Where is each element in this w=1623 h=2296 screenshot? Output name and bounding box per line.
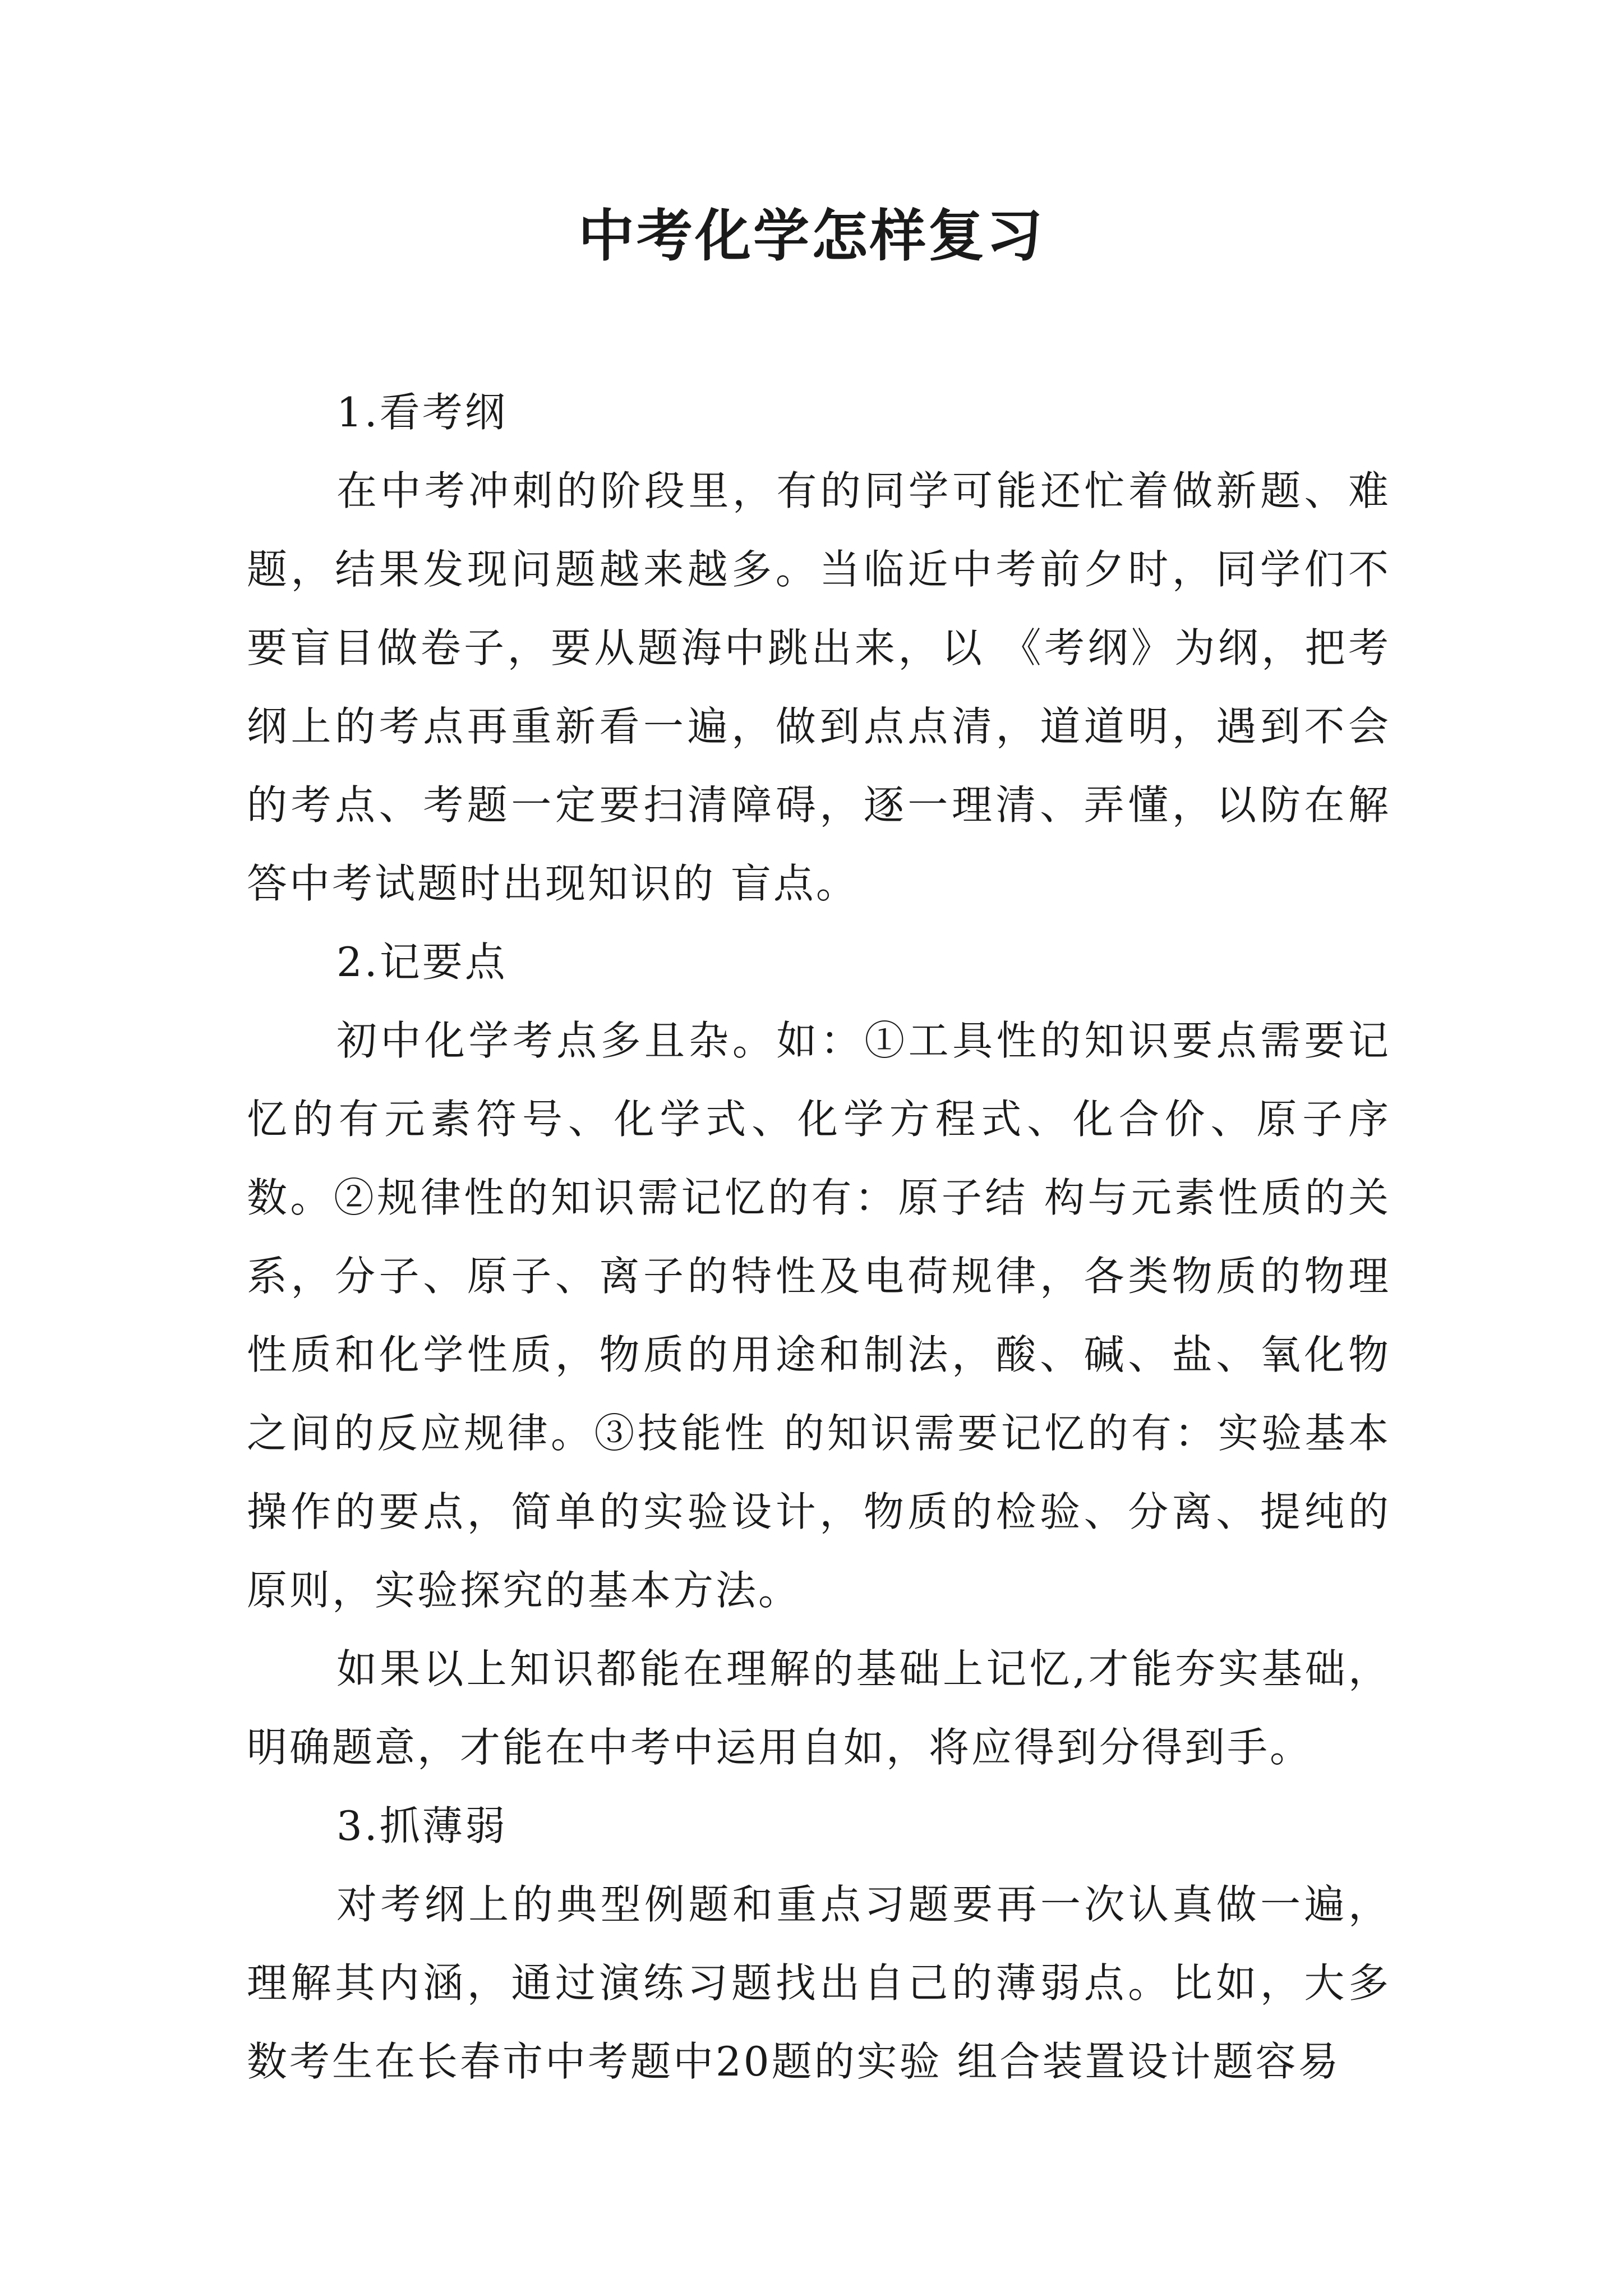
document-title: 中考化学怎样复习 xyxy=(578,203,1045,269)
paragraph: 初中化学考点多且杂。如：①工具性的知识要点需要记忆的有元素符号、化学式、化学方程式、化合价、原子序数。②规律性的知识需记忆的有：原子结 构与元素性质的关系，分子、原子、离子的特性及电荷规律，各类物质的物理性质和化学性质，物质的用途和制法，酸、碱、盐、氧化物之间的反应规律。③技能性 的知识需要记忆的有：实验基本操作的要点，简单的实验设计，物质的检验、分离、提纯的原则，实验探究的基本方法。 xyxy=(247,1017,1391,1614)
paragraph: 对考纲上的典型例题和重点习题要再一次认真做一遍，理解其内涵，通过演练习题找出自己的薄弱点。比如，大多数考生在长春市中考题中20题的实验 组合装置设计题容易 xyxy=(247,1881,1391,2085)
document-body xyxy=(247,373,1391,2101)
section-heading-kan-kaogang: 1.看考纲 xyxy=(336,389,508,436)
section-heading-zhua-boruo: 3.抓薄弱 xyxy=(336,1802,508,1849)
paragraph: 在中考冲刺的阶段里，有的同学可能还忙着做新题、难题，结果发现问题越来越多。当临近中考前夕时，同学们不要盲目做卷子，要从题海中跳出来，以 《考纲》为纲，把考纲上的考点再重新看一遍，做到点点清，道道明，遇到不会的考点、考题一定要扫清障碍，逐一理清、弄懂，以防在解答中考试题时出现知识的 盲点。 xyxy=(247,467,1391,907)
section-heading-ji-yaodian: 2.记要点 xyxy=(336,938,508,986)
paragraph: 如果以上知识都能在理解的基础上记忆,才能夯实基础，明确题意，才能在中考中运用自如，将应得到分得到手。 xyxy=(247,1645,1391,1771)
